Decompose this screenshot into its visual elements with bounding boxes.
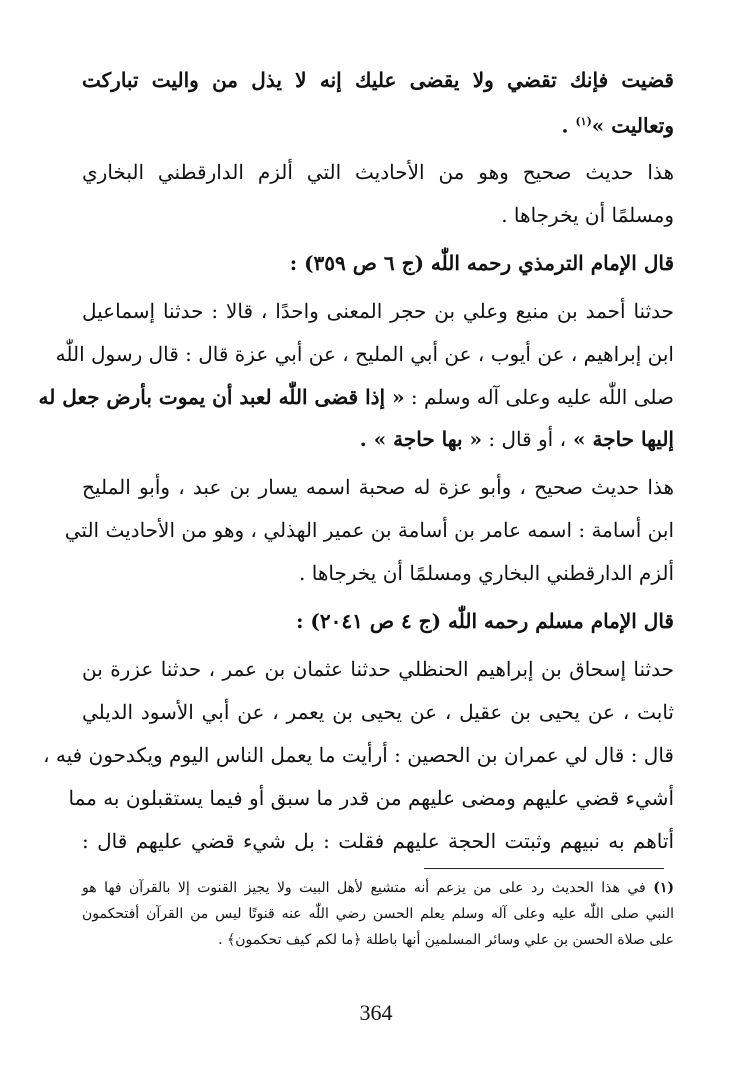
hadith-quote-1: « إذا قضى اللّٰه لعبد أن يموت بأرض جعل له — [38, 385, 405, 409]
text-line-17: أشيء قضي عليهم ومضى عليهم من قدر ما سبق أو فيما يستقبلون به مما — [68, 786, 674, 810]
text-line-2-text: وتعاليت » — [591, 113, 674, 138]
hadith-quote-2: إليها حاجة » — [566, 427, 674, 451]
text-line-11: ابن أسامة : اسمه عامر بن أسامة بن عمير الهذلي ، وهو من الأحاديث التي — [64, 518, 674, 542]
footnote-line-1-text: في هذا الحديث رد على من يزعم أنه متشيع لأهل البيت ولا يجيز القنوت إلا بالقرآن فها هو — [82, 880, 646, 896]
section-heading-tirmidhi: قال الإمام الترمذي رحمه اللّٰه (ج ٦ ص ٣٥٩) : — [289, 251, 674, 275]
text-line-1: قضيت فإنك تقضي ولا يقضى عليك إنه لا يذل من واليت تباركت — [82, 68, 674, 92]
text-line-12: ألزم الدارقطني البخاري ومسلمًا أن يخرجاها . — [299, 561, 674, 585]
footnote-marker: (١) — [653, 880, 674, 896]
text-line-10: هذا حديث صحيح ، وأبو عزة له صحبة اسمه يسار بن عبد ، وأبو المليح — [82, 475, 674, 499]
section-heading-muslim: قال الإمام مسلم رحمه اللّٰه (ج ٤ ص ٢٠٤١) : — [296, 609, 674, 633]
footnote-reference: (١) — [575, 115, 592, 128]
text-line-2 — [82, 104, 674, 140]
text-line-6: حدثنا أحمد بن منيع وعلي بن حجر المعنى واحدًا ، قالا : حدثنا إسماعيل — [82, 299, 674, 323]
text-line-15: ثابت ، عن يحيى بن عقيل ، عن يحيى بن يعمر ، عن أبي الأسود الديلي — [82, 700, 674, 724]
text-line-7: ابن إبراهيم ، عن أيوب ، عن أبي المليح ، عن أبي عزة قال : قال رسول اللّٰه — [55, 342, 674, 366]
text-line-9 — [82, 421, 674, 457]
text-line-8-plain: صلى اللّٰه عليه وعلى آله وسلم : — [410, 385, 674, 409]
text-line-16: قال : قال لي عمران بن الحصين : أرأيت ما يعمل الناس اليوم ويكدحون فيه ، — [43, 743, 674, 767]
hadith-quote-3: « بها حاجة » . — [359, 427, 483, 451]
text-line-18: أتاهم به نبيهم وثبتت الحجة عليهم فقلت : بل شيء قضي عليهم قال : — [82, 829, 674, 853]
footnote-line-1 — [82, 876, 674, 900]
text-line-8 — [38, 379, 674, 415]
line-end-dot: . — [561, 113, 576, 138]
text-line-4: ومسلمًا أن يخرجاها . — [501, 203, 674, 227]
footnote-line-2: النبي صلى اللّٰه عليه وعلى آله وسلم يعلم الحسن رضي اللّٰه عنه قنوتًا ليس من القرآن أفتحكمون — [82, 906, 674, 922]
text-line-14: حدثنا إسحاق بن إبراهيم الحنظلي حدثنا عثمان بن عمر ، حدثنا عزرة بن — [82, 657, 674, 681]
text-line-9-plain: ، أو قال : — [482, 427, 567, 451]
text-line-3: هذا حديث صحيح وهو من الأحاديث التي ألزم الدارقطني البخاري — [82, 160, 674, 184]
footnote-separator — [424, 868, 664, 869]
page-number: 364 — [359, 1000, 393, 1025]
footnote-line-3: على صلاة الحسن بن علي وسائر المسلمين أنها باطلة ﴿ما لكم كيف تحكمون﴾ . — [218, 932, 674, 948]
